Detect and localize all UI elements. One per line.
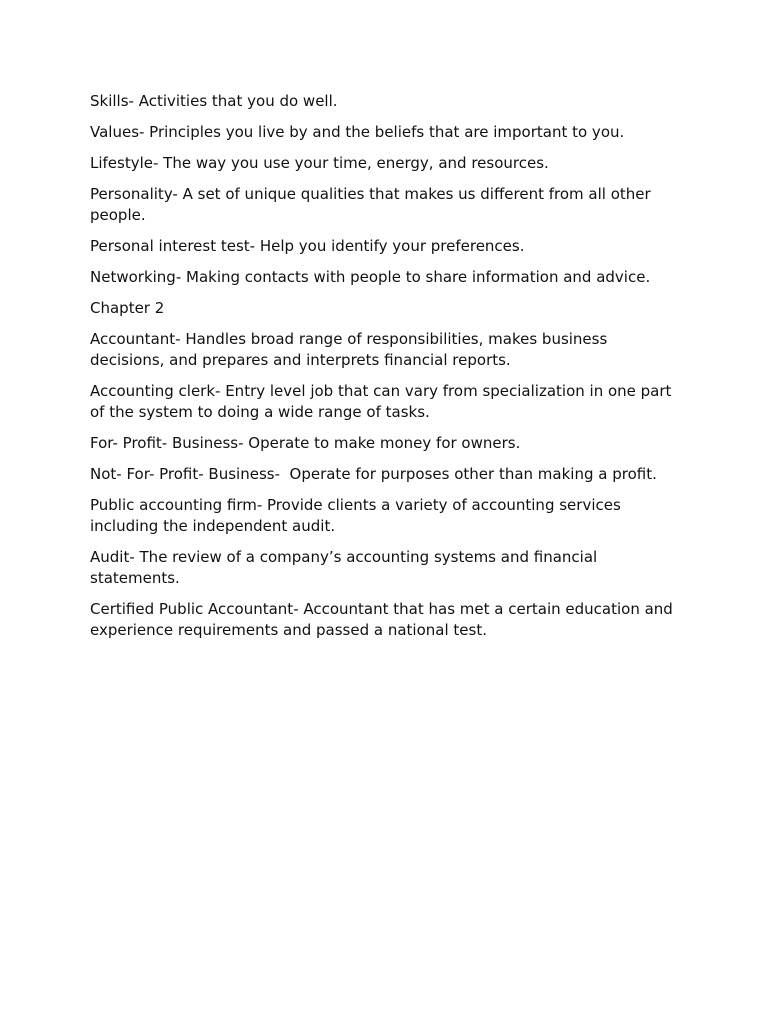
document-body <box>90 91 682 651</box>
definition-accountant: Accountant- Handles broad range of responsibilities, makes business decisions, and prepares and interprets financial reports. <box>90 330 613 369</box>
definition-skills: Skills- Activities that you do well. <box>90 92 338 110</box>
definition-certified-public-accountant: Certified Public Accountant- Accountant that has met a certain education and experience requirements and passed a national test. <box>90 600 678 639</box>
definition-personality: Personality- A set of unique qualities that makes us different from all other people. <box>90 185 656 224</box>
definition-lifestyle: Lifestyle- The way you use your time, energy, and resources. <box>90 154 549 172</box>
definition-audit: Audit- The review of a company’s accounting systems and financial statements. <box>90 548 602 587</box>
definition-values: Values- Principles you live by and the beliefs that are important to you. <box>90 123 625 141</box>
definition-not-for-profit-business: Not- For- Profit- Business- Operate for purposes other than making a profit. <box>90 465 657 483</box>
definition-accounting-clerk: Accounting clerk- Entry level job that can vary from specialization in one part of the system to doing a wide range of tasks. <box>90 382 677 421</box>
definition-for-profit-business: For- Profit- Business- Operate to make money for owners. <box>90 434 521 452</box>
definition-networking: Networking- Making contacts with people to share information and advice. <box>90 268 651 286</box>
definition-personal-interest-test: Personal interest test- Help you identify your preferences. <box>90 237 525 255</box>
definition-public-accounting-firm: Public accounting firm- Provide clients a variety of accounting services including the independent audit. <box>90 496 626 535</box>
chapter-heading: Chapter 2 <box>90 299 165 317</box>
